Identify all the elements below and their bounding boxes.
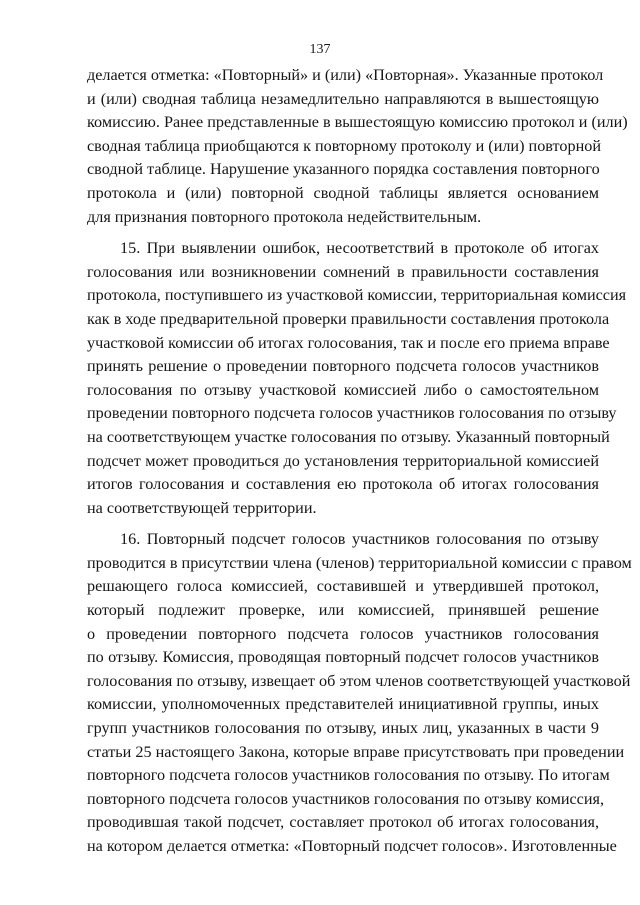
document-body (87, 64, 632, 859)
text-line: голосования по отзыву, извещает об этом членов соответствующей участковой (87, 671, 631, 690)
text-line: и (или) сводная таблица незамедлительно направляются в вышестоящую (87, 89, 599, 108)
text-line: подсчет может проводиться до установления территориальной комиссией (87, 451, 599, 470)
text-line: 15. При выявлении ошибок, несоответствий в протоколе об итогах (120, 239, 599, 258)
paragraph-continuation (87, 64, 628, 229)
text-line: участковой комиссии об итогах голосования, так и после его приема вправе (87, 333, 610, 352)
text-line: повторного подсчета голосов участников голосования по отзыву комиссия, (87, 789, 605, 808)
paragraph-15 (87, 237, 627, 520)
text-line: комиссии, уполномоченных представителей инициативной группы, иных (87, 695, 599, 714)
text-line: сводной таблице. Нарушение указанного порядка составления повторного (87, 160, 600, 179)
text-line: голосования или возникновении сомнений в правильности составления (87, 262, 599, 281)
text-line: 16. Повторный подсчет голосов участников голосования по отзыву (120, 530, 599, 549)
text-line: который подлежит проверке, или комиссией, принявшей решение (87, 601, 599, 620)
text-line: по отзыву. Комиссия, проводящая повторный подсчет голосов участников (87, 648, 599, 667)
text-line: повторного подсчета голосов участников голосования по отзыву. По итогам (87, 766, 610, 785)
text-line: делается отметка: «Повторный» и (или) «Повторная». Указанные протокол (87, 66, 604, 84)
text-line: итогов голосования и составления ею протокола об итогах голосования (87, 475, 599, 494)
text-line: на котором делается отметка: «Повторный подсчет голосов». Изготовленные (87, 837, 617, 855)
text-line: сводная таблица приобщаются к повторному протоколу и (или) повторной (87, 136, 601, 155)
text-line: протокола, поступившего из участковой комиссии, территориальная комиссия (87, 286, 627, 305)
text-line: как в ходе предварительной проверки правильности составления протокола (87, 309, 610, 328)
text-line: о проведении повторного подсчета голосов участников голосования (87, 624, 599, 643)
text-line: статьи 25 настоящего Закона, которые вправе присутствовать при проведении (87, 742, 625, 761)
text-line: проведении повторного подсчета голосов участников голосования по отзыву (87, 404, 617, 423)
paragraph-16 (87, 528, 632, 858)
text-line: групп участников голосования по отзыву, иных лиц, указанных в части 9 (87, 719, 599, 738)
text-line: для признания повторного протокола недействительным. (87, 207, 482, 226)
text-line: на соответствующей территории. (87, 498, 317, 517)
text-line: голосования по отзыву участковой комиссией либо о самостоятельном (87, 380, 599, 399)
text-line: комиссию. Ранее представленные в вышестоящую комиссию протокол и (или) (87, 113, 628, 132)
text-line: проводившая такой подсчет, составляет протокол об итогах голосования, (87, 813, 599, 832)
text-line: решающего голоса комиссией, составившей и утвердившей протокол, (87, 577, 599, 596)
text-line: протокола и (или) повторной сводной таблицы является основанием (87, 183, 599, 202)
text-line: на соответствующем участке голосования по отзыву. Указанный повторный (87, 427, 610, 446)
page-number: 137 (309, 42, 331, 57)
text-line: проводится в присутствии члена (членов) территориальной комиссии с правом (87, 553, 632, 572)
text-line: принять решение о проведении повторного подсчета голосов участников (87, 357, 599, 376)
